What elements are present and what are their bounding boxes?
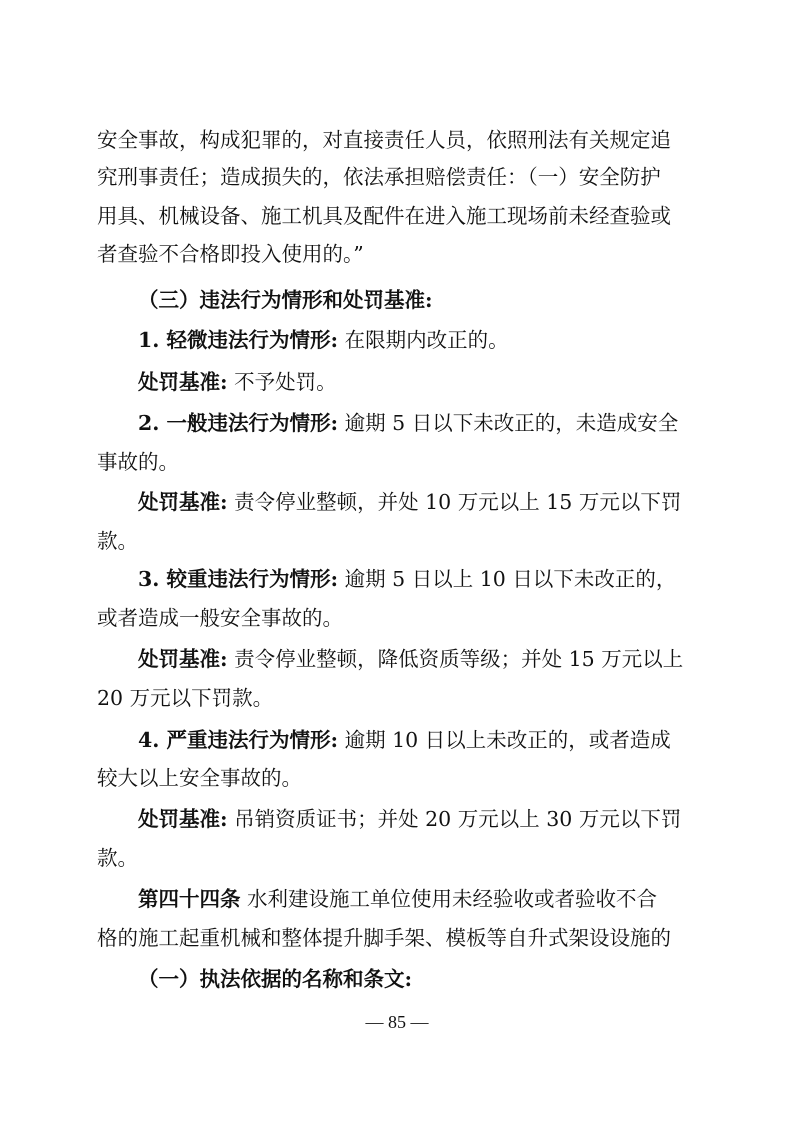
item-3-penalty-continuation: 20 万元以下罚款。 (97, 686, 274, 710)
article-44 (138, 885, 698, 913)
item-4-penalty (138, 805, 698, 833)
item-4-penalty-continuation: 款。 (97, 846, 138, 870)
item-2-penalty (138, 488, 698, 516)
item-2-continuation: 事故的。 (97, 450, 179, 474)
item-text: 逾期 10 日以上未改正的，或者造成 (338, 728, 671, 752)
penalty-label: 处罚基准: (138, 370, 228, 394)
body-text-line: 安全事故，构成犯罪的，对直接责任人员，依照刑法有关规定追 (97, 128, 671, 152)
section-heading: （三）违法行为情形和处罚基准: (138, 288, 433, 312)
item-text: 逾期 5 日以下未改正的，未造成安全 (338, 411, 679, 435)
section-heading: （一）执法依据的名称和条文: (138, 967, 413, 991)
item-1 (138, 326, 698, 354)
article-text: 水利建设施工单位使用未经验收或者验收不合 (240, 887, 658, 911)
penalty-text: 吊销资质证书；并处 20 万元以上 30 万元以下罚 (227, 807, 682, 831)
body-text-line: 究刑事责任；造成损失的，依法承担赔偿责任：（一）安全防护 (97, 165, 661, 189)
item-4 (138, 726, 698, 754)
item-4-continuation: 较大以上安全事故的。 (97, 766, 302, 790)
penalty-label: 处罚基准: (138, 807, 228, 831)
penalty-text: 责令停业整顿，并处 10 万元以上 15 万元以下罚 (227, 490, 682, 514)
item-text: 逾期 5 日以上 10 日以下未改正的， (338, 567, 677, 591)
article-44-continuation: 格的施工起重机械和整体提升脚手架、模板等自升式架设设施的 (97, 926, 671, 950)
item-3-continuation: 或者造成一般安全事故的。 (97, 606, 343, 630)
body-text-line: 用具、机械设备、施工机具及配件在进入施工现场前未经查验或 (97, 204, 671, 228)
item-3 (138, 565, 698, 593)
penalty-label: 处罚基准: (138, 647, 228, 671)
item-1-penalty (138, 368, 698, 396)
item-label: 2. 一般违法行为情形: (138, 411, 339, 435)
item-label: 4. 严重违法行为情形: (138, 728, 339, 752)
item-label: 1. 轻微违法行为情形: (138, 328, 339, 352)
item-2 (138, 409, 698, 437)
penalty-text: 不予处罚。 (227, 370, 337, 394)
penalty-text: 责令停业整顿，降低资质等级；并处 15 万元以上 (227, 647, 684, 671)
item-2-penalty-continuation: 款。 (97, 529, 138, 553)
penalty-label: 处罚基准: (138, 490, 228, 514)
item-label: 3. 较重违法行为情形: (138, 567, 339, 591)
page-number: — 85 — (365, 1012, 429, 1032)
article-label: 第四十四条 (138, 887, 241, 911)
item-3-penalty (138, 645, 698, 673)
item-text: 在限期内改正的。 (338, 328, 509, 352)
body-text-line: 者查验不合格即投入使用的。” (97, 242, 364, 266)
